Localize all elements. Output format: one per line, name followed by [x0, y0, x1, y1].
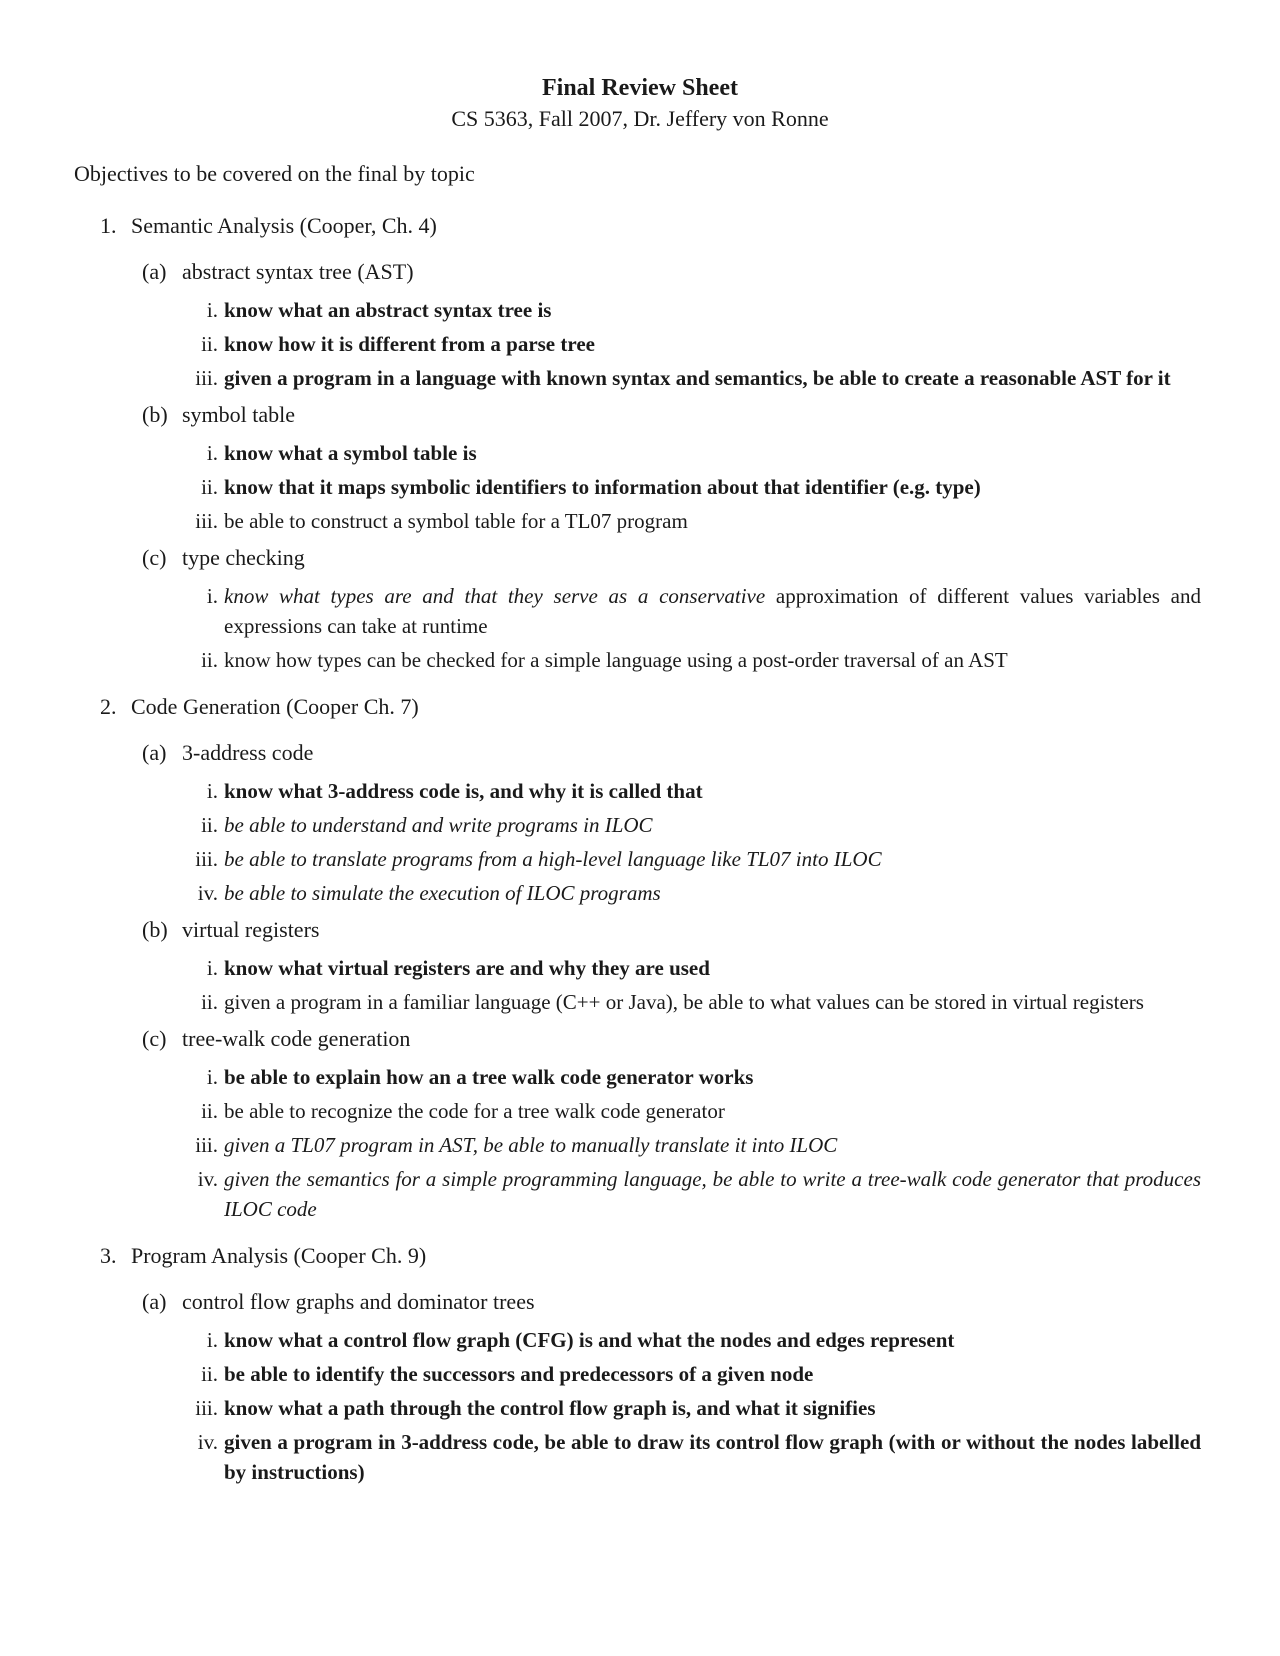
subtopic-title: symbol table [182, 402, 296, 427]
item-text: know what a control flow graph (CFG) is and what the nodes and edges represent [224, 1328, 955, 1352]
objective-item [0, 1130, 1280, 1160]
topic-number: 2. [100, 694, 117, 719]
topic-heading [0, 1242, 1280, 1270]
item-text: be able to simulate the execution of ILOC programs [224, 881, 661, 905]
subtopic-label: (c) [142, 545, 167, 570]
item-text: know what virtual registers are and why they are used [224, 956, 710, 980]
objective-item [0, 472, 1280, 502]
item-numeral: ii. [201, 1362, 218, 1386]
objective-item [0, 295, 1280, 325]
subtopic-title: abstract syntax tree (AST) [182, 259, 414, 284]
item-numeral: i. [206, 779, 218, 803]
objective-item [0, 1325, 1280, 1355]
item-text-italic: know what types are and that they serve as a conservative [224, 584, 766, 608]
subtopic-heading [0, 916, 1280, 944]
subtopic-heading [0, 739, 1280, 767]
item-text: know how it is different from a parse tree [224, 332, 595, 356]
objective-item [0, 1096, 1280, 1126]
subtopic-label: (b) [142, 402, 168, 427]
objective-item [0, 438, 1280, 468]
objective-items [0, 295, 1280, 393]
item-text: know what an abstract syntax tree is [224, 298, 552, 322]
objective-items [0, 1062, 1280, 1224]
item-numeral: iii. [195, 1133, 218, 1157]
item-numeral: i. [206, 1328, 218, 1352]
item-numeral: iv. [197, 1430, 218, 1454]
item-text: know what a path through the control flow graph is, and what it signifies [224, 1396, 876, 1420]
subtopic-title: control flow graphs and dominator trees [182, 1289, 535, 1314]
item-numeral: i. [206, 1065, 218, 1089]
item-numeral: i. [206, 584, 218, 608]
item-numeral: iii. [195, 366, 218, 390]
item-numeral: iv. [197, 881, 218, 905]
item-text: given a program in 3-address code, be able to draw its control flow graph (with or without the nodes labelled by instructions) [224, 1430, 1201, 1484]
subtopic-heading [0, 1288, 1280, 1316]
item-text: given the semantics for a simple programming language, be able to write a tree-walk code generator that produces ILOC code [224, 1167, 1201, 1221]
objective-item [0, 1164, 1280, 1224]
objective-item [0, 645, 1280, 675]
item-numeral: ii. [201, 648, 218, 672]
objective-item [0, 506, 1280, 536]
objective-item [0, 1427, 1280, 1487]
item-numeral: ii. [201, 813, 218, 837]
topic-title: Code Generation (Cooper Ch. 7) [131, 694, 419, 719]
subtopic-heading [0, 544, 1280, 572]
document-header [0, 72, 1280, 134]
subtopic-label: (a) [142, 1289, 167, 1314]
objective-item [0, 329, 1280, 359]
topic-title: Semantic Analysis (Cooper, Ch. 4) [131, 213, 437, 238]
objective-item [0, 1359, 1280, 1389]
item-text: know what a symbol table is [224, 441, 477, 465]
item-numeral: i. [206, 298, 218, 322]
objective-item [0, 953, 1280, 983]
intro-text: Objectives to be covered on the final by topic [74, 161, 475, 186]
item-numeral: i. [206, 441, 218, 465]
document-title: Final Review Sheet [542, 75, 738, 101]
subtopic-heading [0, 401, 1280, 429]
objective-items [0, 438, 1280, 536]
objective-items [0, 581, 1280, 675]
subtopic-heading [0, 1025, 1280, 1053]
item-text: be able to explain how an a tree walk code generator works [224, 1065, 754, 1089]
objective-item [0, 363, 1280, 393]
item-text: be able to identify the successors and predecessors of a given node [224, 1362, 814, 1386]
item-numeral: iv. [197, 1167, 218, 1191]
item-text: be able to understand and write programs in ILOC [224, 813, 653, 837]
item-numeral: iii. [195, 509, 218, 533]
topic-title: Program Analysis (Cooper Ch. 9) [131, 1243, 427, 1268]
topic-number: 3. [100, 1243, 117, 1268]
objective-item [0, 810, 1280, 840]
objective-item [0, 1393, 1280, 1423]
subtopic-heading [0, 258, 1280, 286]
item-text: given a TL07 program in AST, be able to manually translate it into ILOC [224, 1133, 838, 1157]
item-text: given a program in a familiar language (C++ or Java), be able to what values can be stored in virtual registers [224, 990, 1144, 1014]
item-text: be able to construct a symbol table for a TL07 program [224, 509, 688, 533]
objective-item [0, 581, 1280, 641]
item-text: be able to translate programs from a high-level language like TL07 into ILOC [224, 847, 882, 871]
subtopic-title: tree-walk code generation [182, 1026, 411, 1051]
item-numeral: i. [206, 956, 218, 980]
objective-item [0, 776, 1280, 806]
item-text: know that it maps symbolic identifiers to information about that identifier (e.g. type) [224, 475, 981, 499]
document-subtitle: CS 5363, Fall 2007, Dr. Jeffery von Ronne [451, 106, 829, 131]
subtopic-label: (b) [142, 917, 168, 942]
item-text: know how types can be checked for a simple language using a post-order traversal of an AST [224, 648, 1008, 672]
topic-number: 1. [100, 213, 117, 238]
objective-items [0, 1325, 1280, 1487]
objective-items [0, 953, 1280, 1017]
item-numeral: ii. [201, 332, 218, 356]
item-numeral: ii. [201, 1099, 218, 1123]
item-numeral: ii. [201, 475, 218, 499]
item-text: given a program in a language with known syntax and semantics, be able to create a reasonable AST for it [224, 366, 1171, 390]
topic-heading [0, 693, 1280, 721]
subtopic-label: (a) [142, 259, 167, 284]
item-text: approximation of different values variables and expressions can take at runtime [224, 584, 1201, 638]
topic-heading [0, 212, 1280, 240]
objective-items [0, 776, 1280, 908]
objective-item [0, 878, 1280, 908]
item-text: know what 3-address code is, and why it is called that [224, 779, 703, 803]
objectives-list [0, 212, 1280, 1495]
subtopic-label: (a) [142, 740, 167, 765]
subtopic-title: 3-address code [182, 740, 314, 765]
objective-item [0, 1062, 1280, 1092]
objective-item [0, 987, 1280, 1017]
subtopic-label: (c) [142, 1026, 167, 1051]
item-numeral: iii. [195, 847, 218, 871]
subtopic-title: virtual registers [182, 917, 320, 942]
item-text: be able to recognize the code for a tree walk code generator [224, 1099, 725, 1123]
item-numeral: ii. [201, 990, 218, 1014]
subtopic-title: type checking [182, 545, 305, 570]
objective-item [0, 844, 1280, 874]
item-numeral: iii. [195, 1396, 218, 1420]
